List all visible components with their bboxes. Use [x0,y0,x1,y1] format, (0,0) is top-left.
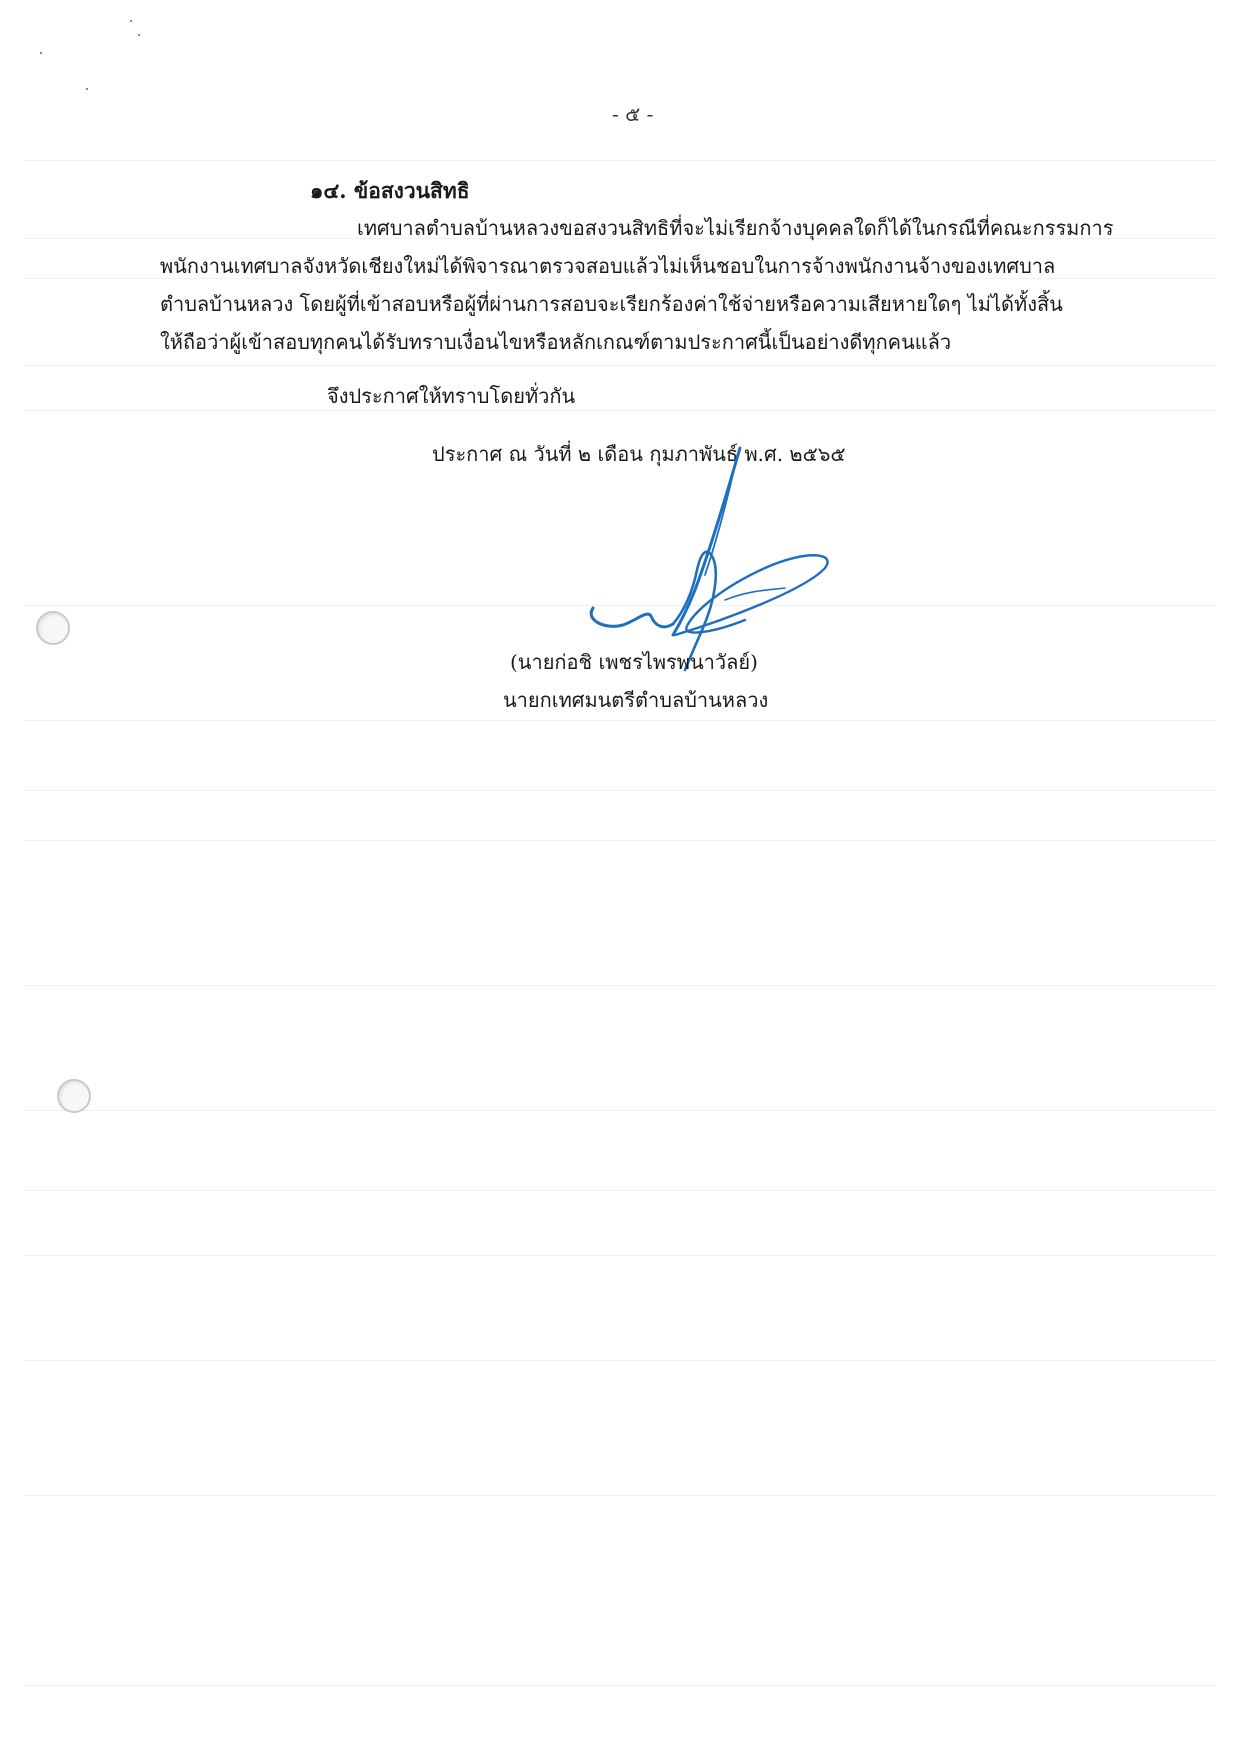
paragraph-line: ตำบลบ้านหลวง โดยผู้ที่เข้าสอบหรือผู้ที่ผ่านการสอบจะเรียกร้องค่าใช้จ่ายหรือความเสียหายใดๆ ไม่ได้ทั้งสิ้น [160,292,1063,316]
ruled-line [25,720,1216,721]
signatory-name: (นายก่อชิ เพชรไพรพนาวัลย์) [510,650,758,674]
ruled-line [25,410,1216,411]
ruled-line [25,1360,1216,1361]
scan-speck [138,34,140,36]
scan-speck [130,20,132,22]
ruled-line [25,1685,1216,1686]
announcement-line: จึงประกาศให้ทราบโดยทั่วกัน [327,384,576,408]
date-line: ประกาศ ณ วันที่ ๒ เดือน กุมภาพันธ์ พ.ศ. ๒๕๖๕ [432,442,846,466]
ruled-line [25,1255,1216,1256]
scan-speck [40,52,42,54]
ruled-line [25,985,1216,986]
punch-hole [57,1079,91,1113]
ruled-line [25,1495,1216,1496]
scan-speck [86,88,88,90]
paragraph-line: พนักงานเทศบาลจังหวัดเชียงใหม่ได้พิจารณาตรวจสอบแล้วไม่เห็นชอบในการจ้างพนักงานจ้างของเทศบาล [160,254,1056,278]
punch-hole [36,611,70,645]
section-heading: ๑๔. ข้อสงวนสิทธิ [310,178,470,203]
ruled-line [25,1190,1216,1191]
paragraph-line: เทศบาลตำบลบ้านหลวงขอสงวนสิทธิที่จะไม่เรียกจ้างบุคคลใดก็ได้ในกรณีที่คณะกรรมการ [357,216,1114,240]
paragraph-line: ให้ถือว่าผู้เข้าสอบทุกคนได้รับทราบเงื่อนไขหรือหลักเกณฑ์ตามประกาศนี้เป็นอย่างดีทุกคนแล้ว [160,330,952,354]
ruled-line [25,790,1216,791]
ruled-line [25,1110,1216,1111]
ruled-line [25,160,1216,161]
ruled-line [25,840,1216,841]
page-number: - ๕ - [612,102,654,126]
signatory-title: นายกเทศมนตรีตำบลบ้านหลวง [503,688,769,712]
ruled-line [25,365,1216,366]
